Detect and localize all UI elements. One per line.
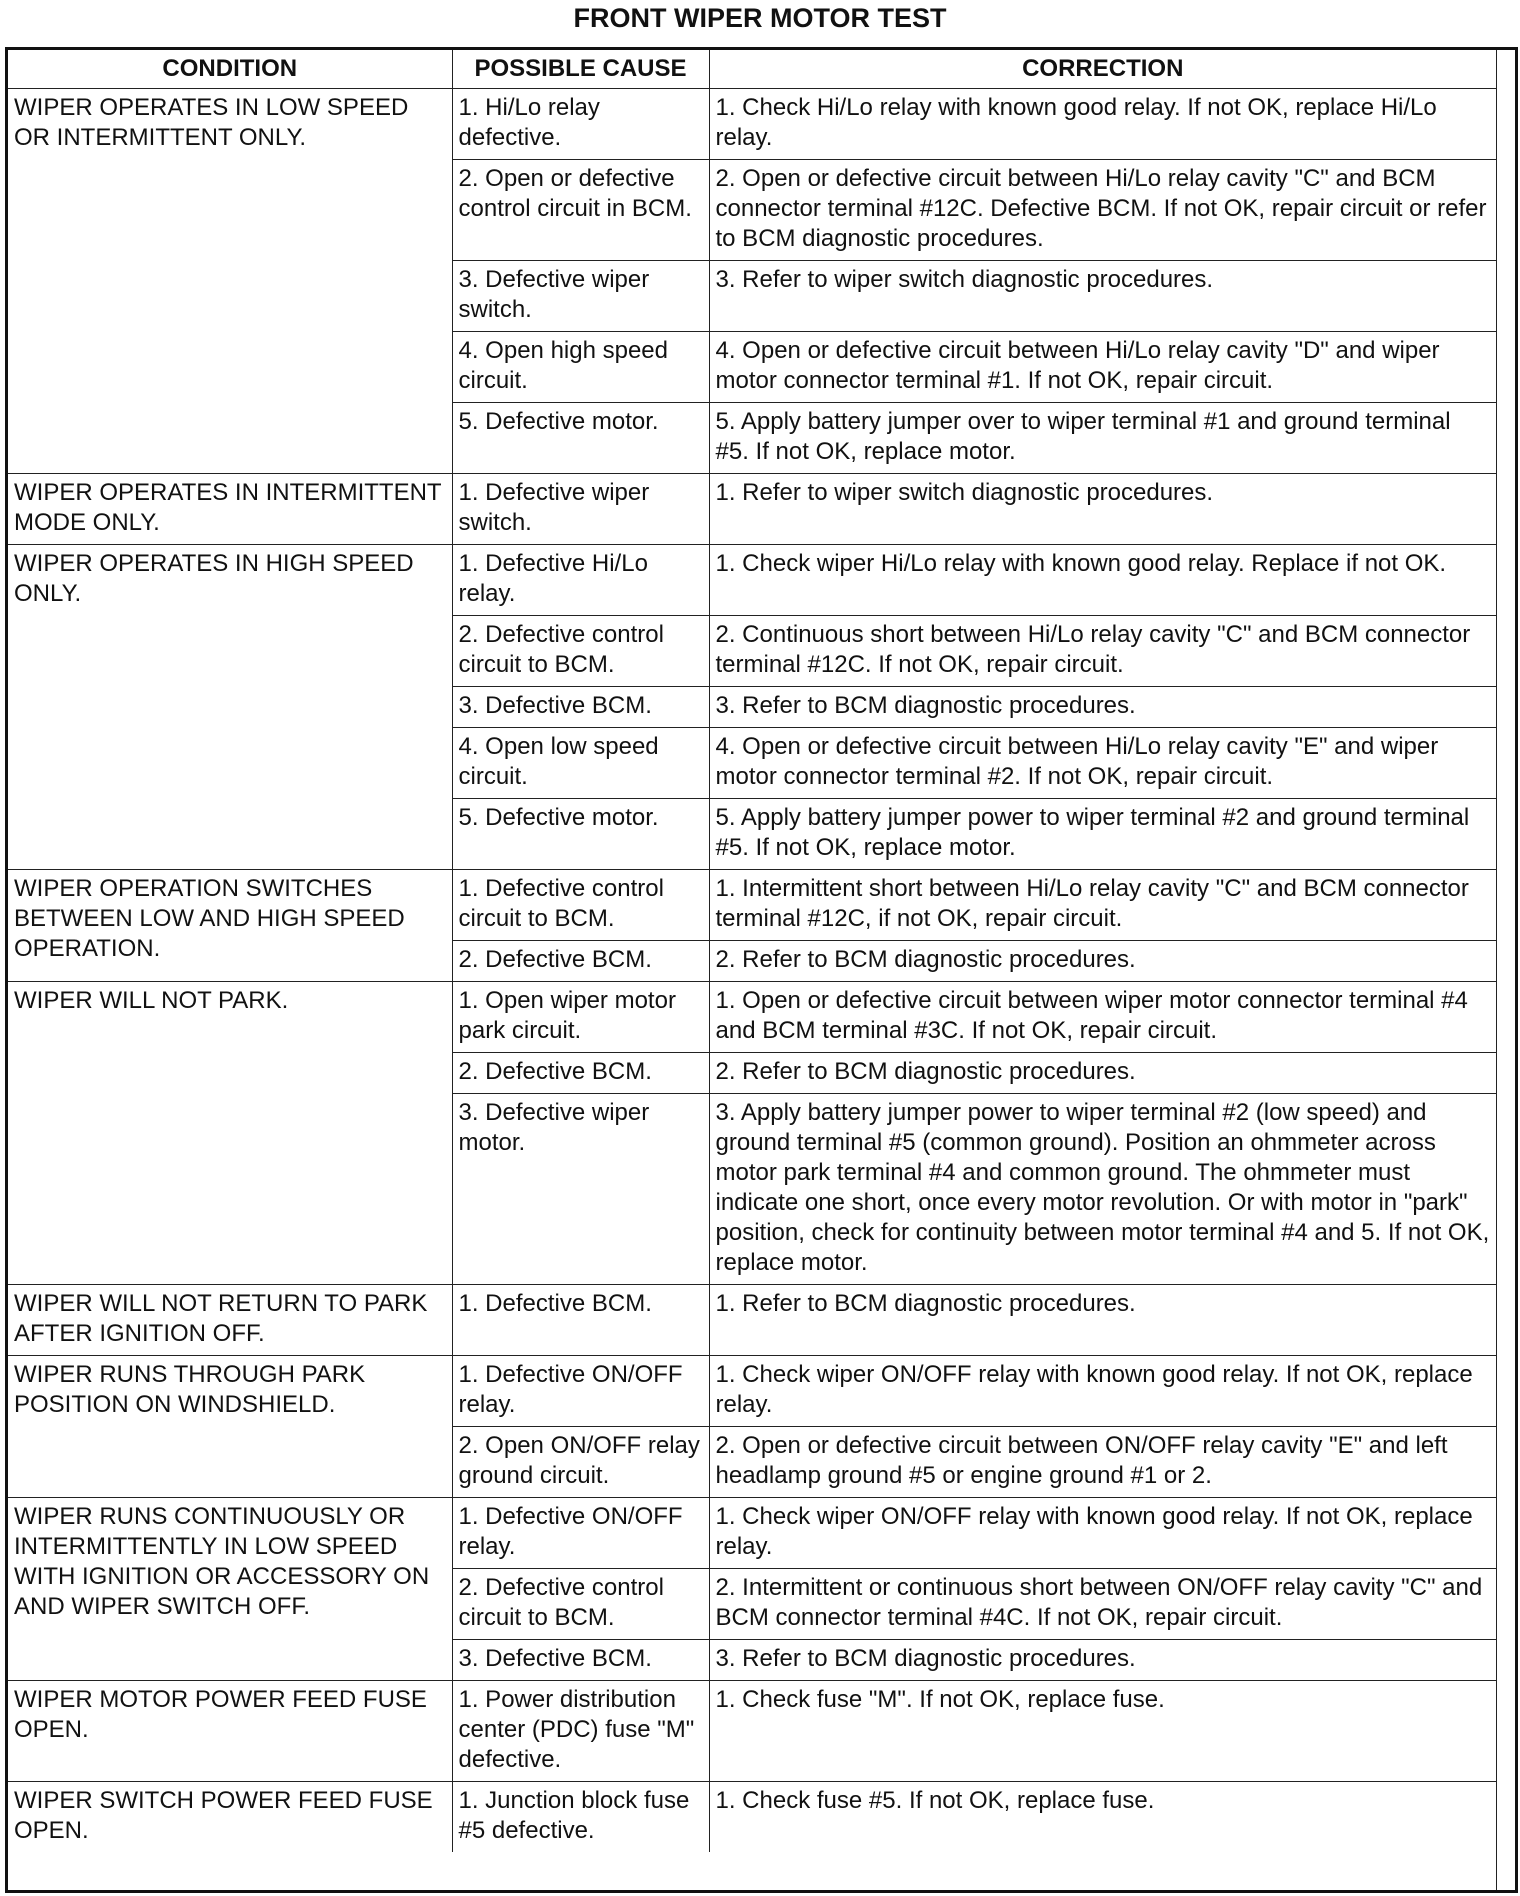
condition-cell: WIPER OPERATES IN LOW SPEED OR INTERMITTENT ONLY. xyxy=(8,89,452,474)
table-row xyxy=(8,89,1496,160)
table-row xyxy=(8,545,1496,616)
correction-cell: 2. Open or defective circuit between Hi/Lo relay cavity "C" and BCM connector terminal #12C. Defective BCM. If not OK, repair circuit or refer to BCM diagnostic procedures. xyxy=(709,160,1496,261)
correction-cell: 5. Apply battery jumper over to wiper terminal #1 and ground terminal #5. If not OK, replace motor. xyxy=(709,403,1496,474)
table-row xyxy=(8,1356,1496,1427)
possible-cause-cell: 1. Open wiper motor park circuit. xyxy=(452,982,709,1053)
possible-cause-cell: 1. Defective ON/OFF relay. xyxy=(452,1498,709,1569)
correction-cell: 2. Refer to BCM diagnostic procedures. xyxy=(709,941,1496,982)
correction-cell: 1. Open or defective circuit between wiper motor connector terminal #4 and BCM terminal #3C. If not OK, repair circuit. xyxy=(709,982,1496,1053)
possible-cause-cell: 1. Defective control circuit to BCM. xyxy=(452,870,709,941)
possible-cause-cell: 3. Defective BCM. xyxy=(452,1640,709,1681)
possible-cause-cell: 2. Open or defective control circuit in BCM. xyxy=(452,160,709,261)
diagnosis-grid xyxy=(8,50,1496,1852)
right-margin-column xyxy=(1496,50,1519,1890)
table-row xyxy=(8,1285,1496,1356)
possible-cause-cell: 4. Open high speed circuit. xyxy=(452,332,709,403)
correction-cell: 1. Check fuse "M". If not OK, replace fuse. xyxy=(709,1681,1496,1782)
correction-cell: 2. Refer to BCM diagnostic procedures. xyxy=(709,1053,1496,1094)
table-row xyxy=(8,870,1496,941)
possible-cause-cell: 3. Defective BCM. xyxy=(452,687,709,728)
correction-cell: 1. Check fuse #5. If not OK, replace fuse. xyxy=(709,1782,1496,1853)
condition-cell: WIPER MOTOR POWER FEED FUSE OPEN. xyxy=(8,1681,452,1782)
table-row xyxy=(8,474,1496,545)
condition-cell: WIPER RUNS THROUGH PARK POSITION ON WINDSHIELD. xyxy=(8,1356,452,1498)
header-possible-cause: POSSIBLE CAUSE xyxy=(452,50,709,89)
correction-cell: 2. Continuous short between Hi/Lo relay cavity "C" and BCM connector terminal #12C. If not OK, repair circuit. xyxy=(709,616,1496,687)
correction-cell: 1. Check wiper ON/OFF relay with known good relay. If not OK, replace relay. xyxy=(709,1356,1496,1427)
header-row xyxy=(8,50,1496,89)
correction-cell: 1. Refer to BCM diagnostic procedures. xyxy=(709,1285,1496,1356)
condition-cell: WIPER OPERATES IN HIGH SPEED ONLY. xyxy=(8,545,452,870)
possible-cause-cell: 2. Defective control circuit to BCM. xyxy=(452,1569,709,1640)
possible-cause-cell: 5. Defective motor. xyxy=(452,799,709,870)
correction-cell: 1. Check wiper ON/OFF relay with known good relay. If not OK, replace relay. xyxy=(709,1498,1496,1569)
possible-cause-cell: 4. Open low speed circuit. xyxy=(452,728,709,799)
possible-cause-cell: 3. Defective wiper motor. xyxy=(452,1094,709,1285)
correction-cell: 3. Refer to BCM diagnostic procedures. xyxy=(709,687,1496,728)
condition-cell: WIPER WILL NOT PARK. xyxy=(8,982,452,1285)
possible-cause-cell: 1. Junction block fuse #5 defective. xyxy=(452,1782,709,1853)
condition-cell: WIPER RUNS CONTINUOUSLY OR INTERMITTENTLY IN LOW SPEED WITH IGNITION OR ACCESSORY ON AND WIPER SWITCH OFF. xyxy=(8,1498,452,1681)
correction-cell: 1. Intermittent short between Hi/Lo relay cavity "C" and BCM connector terminal #12C, if not OK, repair circuit. xyxy=(709,870,1496,941)
possible-cause-cell: 1. Power distribution center (PDC) fuse "M" defective. xyxy=(452,1681,709,1782)
possible-cause-cell: 1. Hi/Lo relay defective. xyxy=(452,89,709,160)
possible-cause-cell: 1. Defective ON/OFF relay. xyxy=(452,1356,709,1427)
possible-cause-cell: 1. Defective wiper switch. xyxy=(452,474,709,545)
condition-cell: WIPER WILL NOT RETURN TO PARK AFTER IGNITION OFF. xyxy=(8,1285,452,1356)
table-body xyxy=(8,89,1496,1853)
correction-cell: 2. Intermittent or continuous short between ON/OFF relay cavity "C" and BCM connector terminal #4C. If not OK, repair circuit. xyxy=(709,1569,1496,1640)
possible-cause-cell: 2. Defective BCM. xyxy=(452,1053,709,1094)
condition-cell: WIPER OPERATES IN INTERMITTENT MODE ONLY. xyxy=(8,474,452,545)
possible-cause-cell: 2. Defective control circuit to BCM. xyxy=(452,616,709,687)
correction-cell: 4. Open or defective circuit between Hi/Lo relay cavity "E" and wiper motor connector terminal #2. If not OK, repair circuit. xyxy=(709,728,1496,799)
condition-cell: WIPER SWITCH POWER FEED FUSE OPEN. xyxy=(8,1782,452,1853)
correction-cell: 1. Refer to wiper switch diagnostic procedures. xyxy=(709,474,1496,545)
table-row xyxy=(8,1782,1496,1853)
correction-cell: 4. Open or defective circuit between Hi/Lo relay cavity "D" and wiper motor connector terminal #1. If not OK, repair circuit. xyxy=(709,332,1496,403)
header-correction: CORRECTION xyxy=(709,50,1496,89)
correction-cell: 3. Refer to BCM diagnostic procedures. xyxy=(709,1640,1496,1681)
correction-cell: 5. Apply battery jumper power to wiper terminal #2 and ground terminal #5. If not OK, replace motor. xyxy=(709,799,1496,870)
possible-cause-cell: 2. Open ON/OFF relay ground circuit. xyxy=(452,1427,709,1498)
diagnosis-table xyxy=(5,47,1518,1893)
correction-cell: 3. Apply battery jumper power to wiper terminal #2 (low speed) and ground terminal #5 (common ground). Position an ohmmeter across motor park terminal #4 and common ground. The ohmmeter must indicate one short, once every motor revolution. Or with motor in "park" position, check for continuity between motor terminal #4 and 5. If not OK, replace motor. xyxy=(709,1094,1496,1285)
table-row xyxy=(8,1498,1496,1569)
possible-cause-cell: 2. Defective BCM. xyxy=(452,941,709,982)
correction-cell: 2. Open or defective circuit between ON/OFF relay cavity "E" and left headlamp ground #5 or engine ground #1 or 2. xyxy=(709,1427,1496,1498)
possible-cause-cell: 1. Defective Hi/Lo relay. xyxy=(452,545,709,616)
correction-cell: 1. Check Hi/Lo relay with known good relay. If not OK, replace Hi/Lo relay. xyxy=(715,94,1437,151)
page-title: FRONT WIPER MOTOR TEST xyxy=(573,3,947,33)
possible-cause-cell: 5. Defective motor. xyxy=(452,403,709,474)
possible-cause-cell: 3. Defective wiper switch. xyxy=(452,261,709,332)
header-condition: CONDITION xyxy=(8,50,452,89)
table-row xyxy=(8,982,1496,1053)
table-row xyxy=(8,1681,1496,1782)
correction-cell: 1. Check wiper Hi/Lo relay with known good relay. Replace if not OK. xyxy=(709,545,1496,616)
condition-cell: WIPER OPERATION SWITCHES BETWEEN LOW AND HIGH SPEED OPERATION. xyxy=(8,870,452,982)
possible-cause-cell: 1. Defective BCM. xyxy=(452,1285,709,1356)
correction-cell: 3. Refer to wiper switch diagnostic procedures. xyxy=(709,261,1496,332)
